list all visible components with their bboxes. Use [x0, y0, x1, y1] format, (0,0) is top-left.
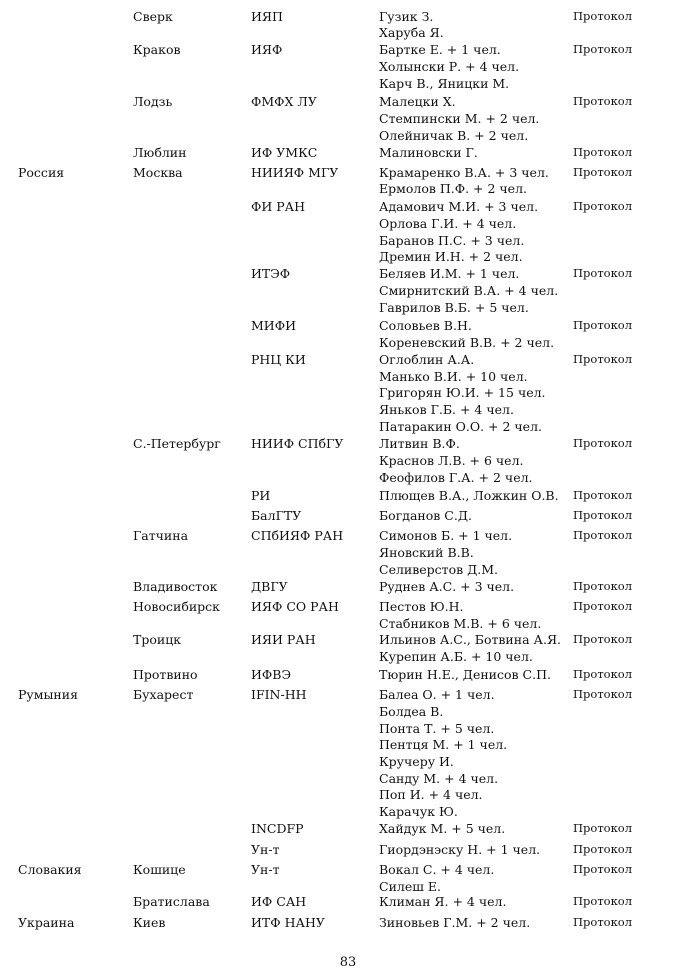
city-cell: Братислава	[133, 894, 210, 909]
table-row	[0, 418, 696, 435]
author-cell: Баранов П.С. + 3 чел.	[379, 233, 525, 248]
document-cell: Протокол	[573, 436, 633, 450]
table-row	[0, 527, 696, 544]
institute-cell: ИФВЭ	[251, 667, 292, 682]
author-cell: Крамаренко В.А. + 3 чел.	[379, 165, 549, 180]
table-row	[0, 317, 696, 334]
institute-cell: ДВГУ	[251, 579, 288, 594]
author-cell: Санду М. + 4 чел.	[379, 771, 499, 786]
author-cell: Литвин В.Ф.	[379, 436, 460, 451]
document-cell: Протокол	[573, 687, 633, 701]
author-cell: Кручеру И.	[379, 754, 454, 769]
table-row	[0, 720, 696, 737]
table-row	[0, 631, 696, 648]
author-cell: Зиновьев Г.М. + 2 чел.	[379, 915, 531, 930]
table-row	[0, 598, 696, 615]
institute-cell: ИЯП	[251, 9, 283, 24]
table-row	[0, 435, 696, 452]
institute-cell: ИЯФ	[251, 42, 283, 57]
author-cell: Орлова Г.И. + 4 чел.	[379, 216, 517, 231]
city-cell: Новосибирск	[133, 599, 220, 614]
author-cell: Гиордэнэску Н. + 1 чел.	[379, 842, 541, 857]
table-row	[0, 561, 696, 578]
author-cell: Селиверстов Д.М.	[379, 562, 499, 577]
author-cell: Ильинов А.С., Ботвина А.Я.	[379, 632, 562, 647]
city-cell: Люблин	[133, 145, 187, 160]
city-cell: Киев	[133, 915, 166, 930]
author-cell: Адамович М.И. + 3 чел.	[379, 199, 539, 214]
document-cell: Протокол	[573, 9, 633, 23]
table-row	[0, 351, 696, 368]
institute-cell: БалГТУ	[251, 508, 302, 523]
author-cell: Беляев И.М. + 1 чел.	[379, 266, 520, 281]
table-row	[0, 893, 696, 910]
author-cell: Гузик З.	[379, 9, 434, 24]
author-cell: Балеа О. + 1 чел.	[379, 687, 495, 702]
author-cell: Понта Т. + 5 чел.	[379, 721, 495, 736]
table-row	[0, 648, 696, 665]
table-row	[0, 469, 696, 486]
institute-cell: ФМФХ ЛУ	[251, 94, 317, 109]
table-row	[0, 24, 696, 41]
institute-cell: РИ	[251, 488, 271, 503]
institute-cell: ФИ РАН	[251, 199, 306, 214]
document-cell: Протокол	[573, 42, 633, 56]
author-cell: Дремин И.Н. + 2 чел.	[379, 249, 523, 264]
city-cell: Сверк	[133, 9, 173, 24]
document-cell: Протокол	[573, 599, 633, 613]
table-row	[0, 686, 696, 703]
table-row	[0, 786, 696, 803]
institute-cell: ИЯФ СО РАН	[251, 599, 339, 614]
table-row	[0, 666, 696, 683]
author-cell: Оглоблин А.А.	[379, 352, 475, 367]
document-cell: Протокол	[573, 488, 633, 502]
institute-cell: ИТФ НАНУ	[251, 915, 325, 930]
city-cell: Кошице	[133, 862, 186, 877]
table-row	[0, 8, 696, 25]
country-cell: Россия	[18, 165, 65, 180]
table-row	[0, 452, 696, 469]
country-cell: Украина	[18, 915, 75, 930]
author-cell: Харуба Я.	[379, 25, 444, 40]
table-row	[0, 753, 696, 770]
document-cell: Протокол	[573, 894, 633, 908]
table-row	[0, 334, 696, 351]
city-cell: Бухарест	[133, 687, 194, 702]
city-cell: Троицк	[133, 632, 182, 647]
table-row	[0, 75, 696, 92]
table-row	[0, 703, 696, 720]
table-row	[0, 127, 696, 144]
institute-cell: ИФ САН	[251, 894, 307, 909]
institute-cell: НИИФ СПбГУ	[251, 436, 344, 451]
author-cell: Плющев В.А., Ложкин О.В.	[379, 488, 559, 503]
table-row	[0, 110, 696, 127]
city-cell: Краков	[133, 42, 181, 57]
author-cell: Поп И. + 4 чел.	[379, 787, 483, 802]
city-cell: Гатчина	[133, 528, 189, 543]
page-number: 83	[339, 955, 357, 970]
author-cell: Феофилов Г.А. + 2 чел.	[379, 470, 533, 485]
author-cell: Курепин А.Б. + 10 чел.	[379, 649, 533, 664]
table-row	[0, 841, 696, 858]
author-cell: Карч В., Яницки М.	[379, 76, 510, 91]
document-cell: Протокол	[573, 165, 633, 179]
author-cell: Болдеа В.	[379, 704, 444, 719]
document-cell: Протокол	[573, 579, 633, 593]
document-cell: Протокол	[573, 94, 633, 108]
author-cell: Олейничак В. + 2 чел.	[379, 128, 529, 143]
table-row	[0, 820, 696, 837]
author-cell: Малецки Х.	[379, 94, 456, 109]
city-cell: С.-Петербург	[133, 436, 221, 451]
table-row	[0, 299, 696, 316]
table-row	[0, 41, 696, 58]
table-row	[0, 401, 696, 418]
author-cell: Карачук Ю.	[379, 804, 458, 819]
table-row	[0, 93, 696, 110]
table-row	[0, 615, 696, 632]
author-cell: Патаракин О.О. + 2 чел.	[379, 419, 542, 434]
author-cell: Стабников М.В. + 6 чел.	[379, 616, 542, 631]
author-cell: Яновский В.В.	[379, 545, 474, 560]
table-row	[0, 282, 696, 299]
document-cell: Протокол	[573, 667, 633, 681]
author-cell: Пентця М. + 1 чел.	[379, 737, 508, 752]
author-cell: Манько В.И. + 10 чел.	[379, 369, 528, 384]
author-cell: Соловьев В.Н.	[379, 318, 472, 333]
author-cell: Кореневский В.В. + 2 чел.	[379, 335, 555, 350]
document-cell: Протокол	[573, 862, 633, 876]
table-row	[0, 578, 696, 595]
author-cell: Краснов Л.В. + 6 чел.	[379, 453, 524, 468]
table-row	[0, 544, 696, 561]
city-cell: Протвино	[133, 667, 198, 682]
table-row	[0, 487, 696, 504]
table-row	[0, 164, 696, 181]
document-cell: Протокол	[573, 145, 633, 159]
author-cell: Малиновски Г.	[379, 145, 478, 160]
document-cell: Протокол	[573, 266, 633, 280]
table-row	[0, 144, 696, 161]
document-cell: Протокол	[573, 318, 633, 332]
institute-cell: INCDFP	[251, 821, 304, 836]
institute-cell: МИФИ	[251, 318, 296, 333]
institute-cell: РНЦ КИ	[251, 352, 306, 367]
author-cell: Климан Я. + 4 чел.	[379, 894, 507, 909]
city-cell: Лодзь	[133, 94, 173, 109]
document-cell: Протокол	[573, 528, 633, 542]
author-cell: Смирнитский В.А. + 4 чел.	[379, 283, 559, 298]
document-cell: Протокол	[573, 352, 633, 366]
document-cell: Протокол	[573, 632, 633, 646]
document-cell: Протокол	[573, 508, 633, 522]
table-row	[0, 198, 696, 215]
country-cell: Румыния	[18, 687, 78, 702]
city-cell: Москва	[133, 165, 183, 180]
institute-cell: IFIN-HH	[251, 687, 307, 702]
author-cell: Бартке Е. + 1 чел.	[379, 42, 501, 57]
author-cell: Силеш Е.	[379, 879, 441, 894]
author-cell: Богданов С.Д.	[379, 508, 472, 523]
document-cell: Протокол	[573, 915, 633, 929]
institute-cell: ИЯИ РАН	[251, 632, 316, 647]
author-cell: Руднев А.С. + 3 чел.	[379, 579, 515, 594]
author-cell: Яньков Г.Б. + 4 чел.	[379, 402, 514, 417]
author-cell: Григорян Ю.И. + 15 чел.	[379, 385, 546, 400]
institute-cell: ИТЭФ	[251, 266, 291, 281]
table-row	[0, 861, 696, 878]
table-row	[0, 914, 696, 931]
author-cell: Тюрин Н.Е., Денисов С.П.	[379, 667, 551, 682]
institute-cell: НИИЯФ МГУ	[251, 165, 339, 180]
table-row	[0, 384, 696, 401]
author-cell: Симонов Б. + 1 чел.	[379, 528, 513, 543]
document-cell: Протокол	[573, 821, 633, 835]
document-cell: Протокол	[573, 199, 633, 213]
author-cell: Стемпински М. + 2 чел.	[379, 111, 540, 126]
country-cell: Словакия	[18, 862, 82, 877]
institute-cell: Ун-т	[251, 842, 280, 857]
table-row	[0, 215, 696, 232]
institute-cell: Ун-т	[251, 862, 280, 877]
table-row	[0, 770, 696, 787]
author-cell: Вокал С. + 4 чел.	[379, 862, 495, 877]
table-row	[0, 232, 696, 249]
institute-cell: СПбИЯФ РАН	[251, 528, 344, 543]
city-cell: Владивосток	[133, 579, 218, 594]
table-row	[0, 368, 696, 385]
institute-cell: ИФ УМКС	[251, 145, 318, 160]
author-cell: Гаврилов В.Б. + 5 чел.	[379, 300, 529, 315]
author-cell: Пестов Ю.Н.	[379, 599, 464, 614]
author-cell: Ермолов П.Ф. + 2 чел.	[379, 181, 527, 196]
table-row	[0, 803, 696, 820]
table-row	[0, 248, 696, 265]
author-cell: Хайдук М. + 5 чел.	[379, 821, 506, 836]
author-cell: Холынски Р. + 4 чел.	[379, 59, 520, 74]
table-row	[0, 736, 696, 753]
table-row	[0, 58, 696, 75]
document-cell: Протокол	[573, 842, 633, 856]
table-row	[0, 507, 696, 524]
table-row	[0, 180, 696, 197]
table-row	[0, 265, 696, 282]
